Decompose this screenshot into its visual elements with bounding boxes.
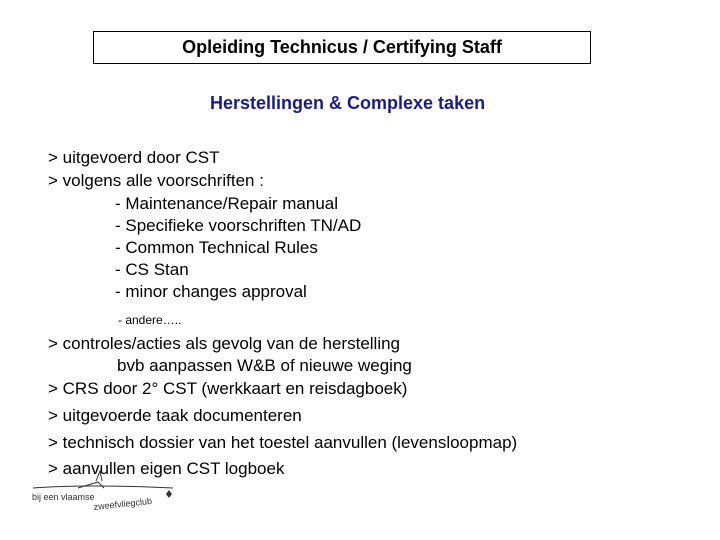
- bullet-technical-dossier: > technisch dossier van het toestel aanvullen (levensloopmap): [48, 433, 518, 452]
- logo-text-2: zweefvliegclub: [93, 495, 153, 512]
- bullet-according-regulations: > volgens alle voorschriften :: [48, 171, 264, 190]
- bullet-executed-by-cst: > uitgevoerd door CST: [48, 148, 220, 167]
- bullet-crs: > CRS door 2° CST (werkkaart en reisdagboek): [48, 379, 408, 398]
- club-logo: [28, 466, 178, 516]
- bullet-document-task: > uitgevoerde taak documenteren: [48, 406, 302, 425]
- sub-item-common-rules: - Common Technical Rules: [115, 238, 318, 257]
- sub-item-minor-changes: - minor changes approval: [115, 282, 307, 301]
- title-box: [93, 31, 591, 64]
- bullet-cst-logbook: > aanvullen eigen CST logboek: [48, 459, 285, 478]
- bullet-controls-actions: > controles/acties als gevolg van de herstelling: [48, 334, 401, 353]
- page-subtitle: Herstellingen & Complexe taken: [210, 93, 486, 113]
- page-title: Opleiding Technicus / Certifying Staff: [182, 37, 502, 57]
- sub-item-specific-regulations: - Specifieke voorschriften TN/AD: [115, 216, 362, 235]
- sub-item-cs-stan: - CS Stan: [115, 260, 189, 279]
- logo-text-1: bij een vlaamse: [32, 492, 95, 502]
- bullet-controls-example: bvb aanpassen W&B of nieuwe weging: [117, 356, 412, 375]
- sub-item-others: - andere…..: [118, 313, 182, 327]
- sub-item-maintenance-manual: - Maintenance/Repair manual: [115, 194, 339, 213]
- lion-emblem-icon: [166, 490, 172, 498]
